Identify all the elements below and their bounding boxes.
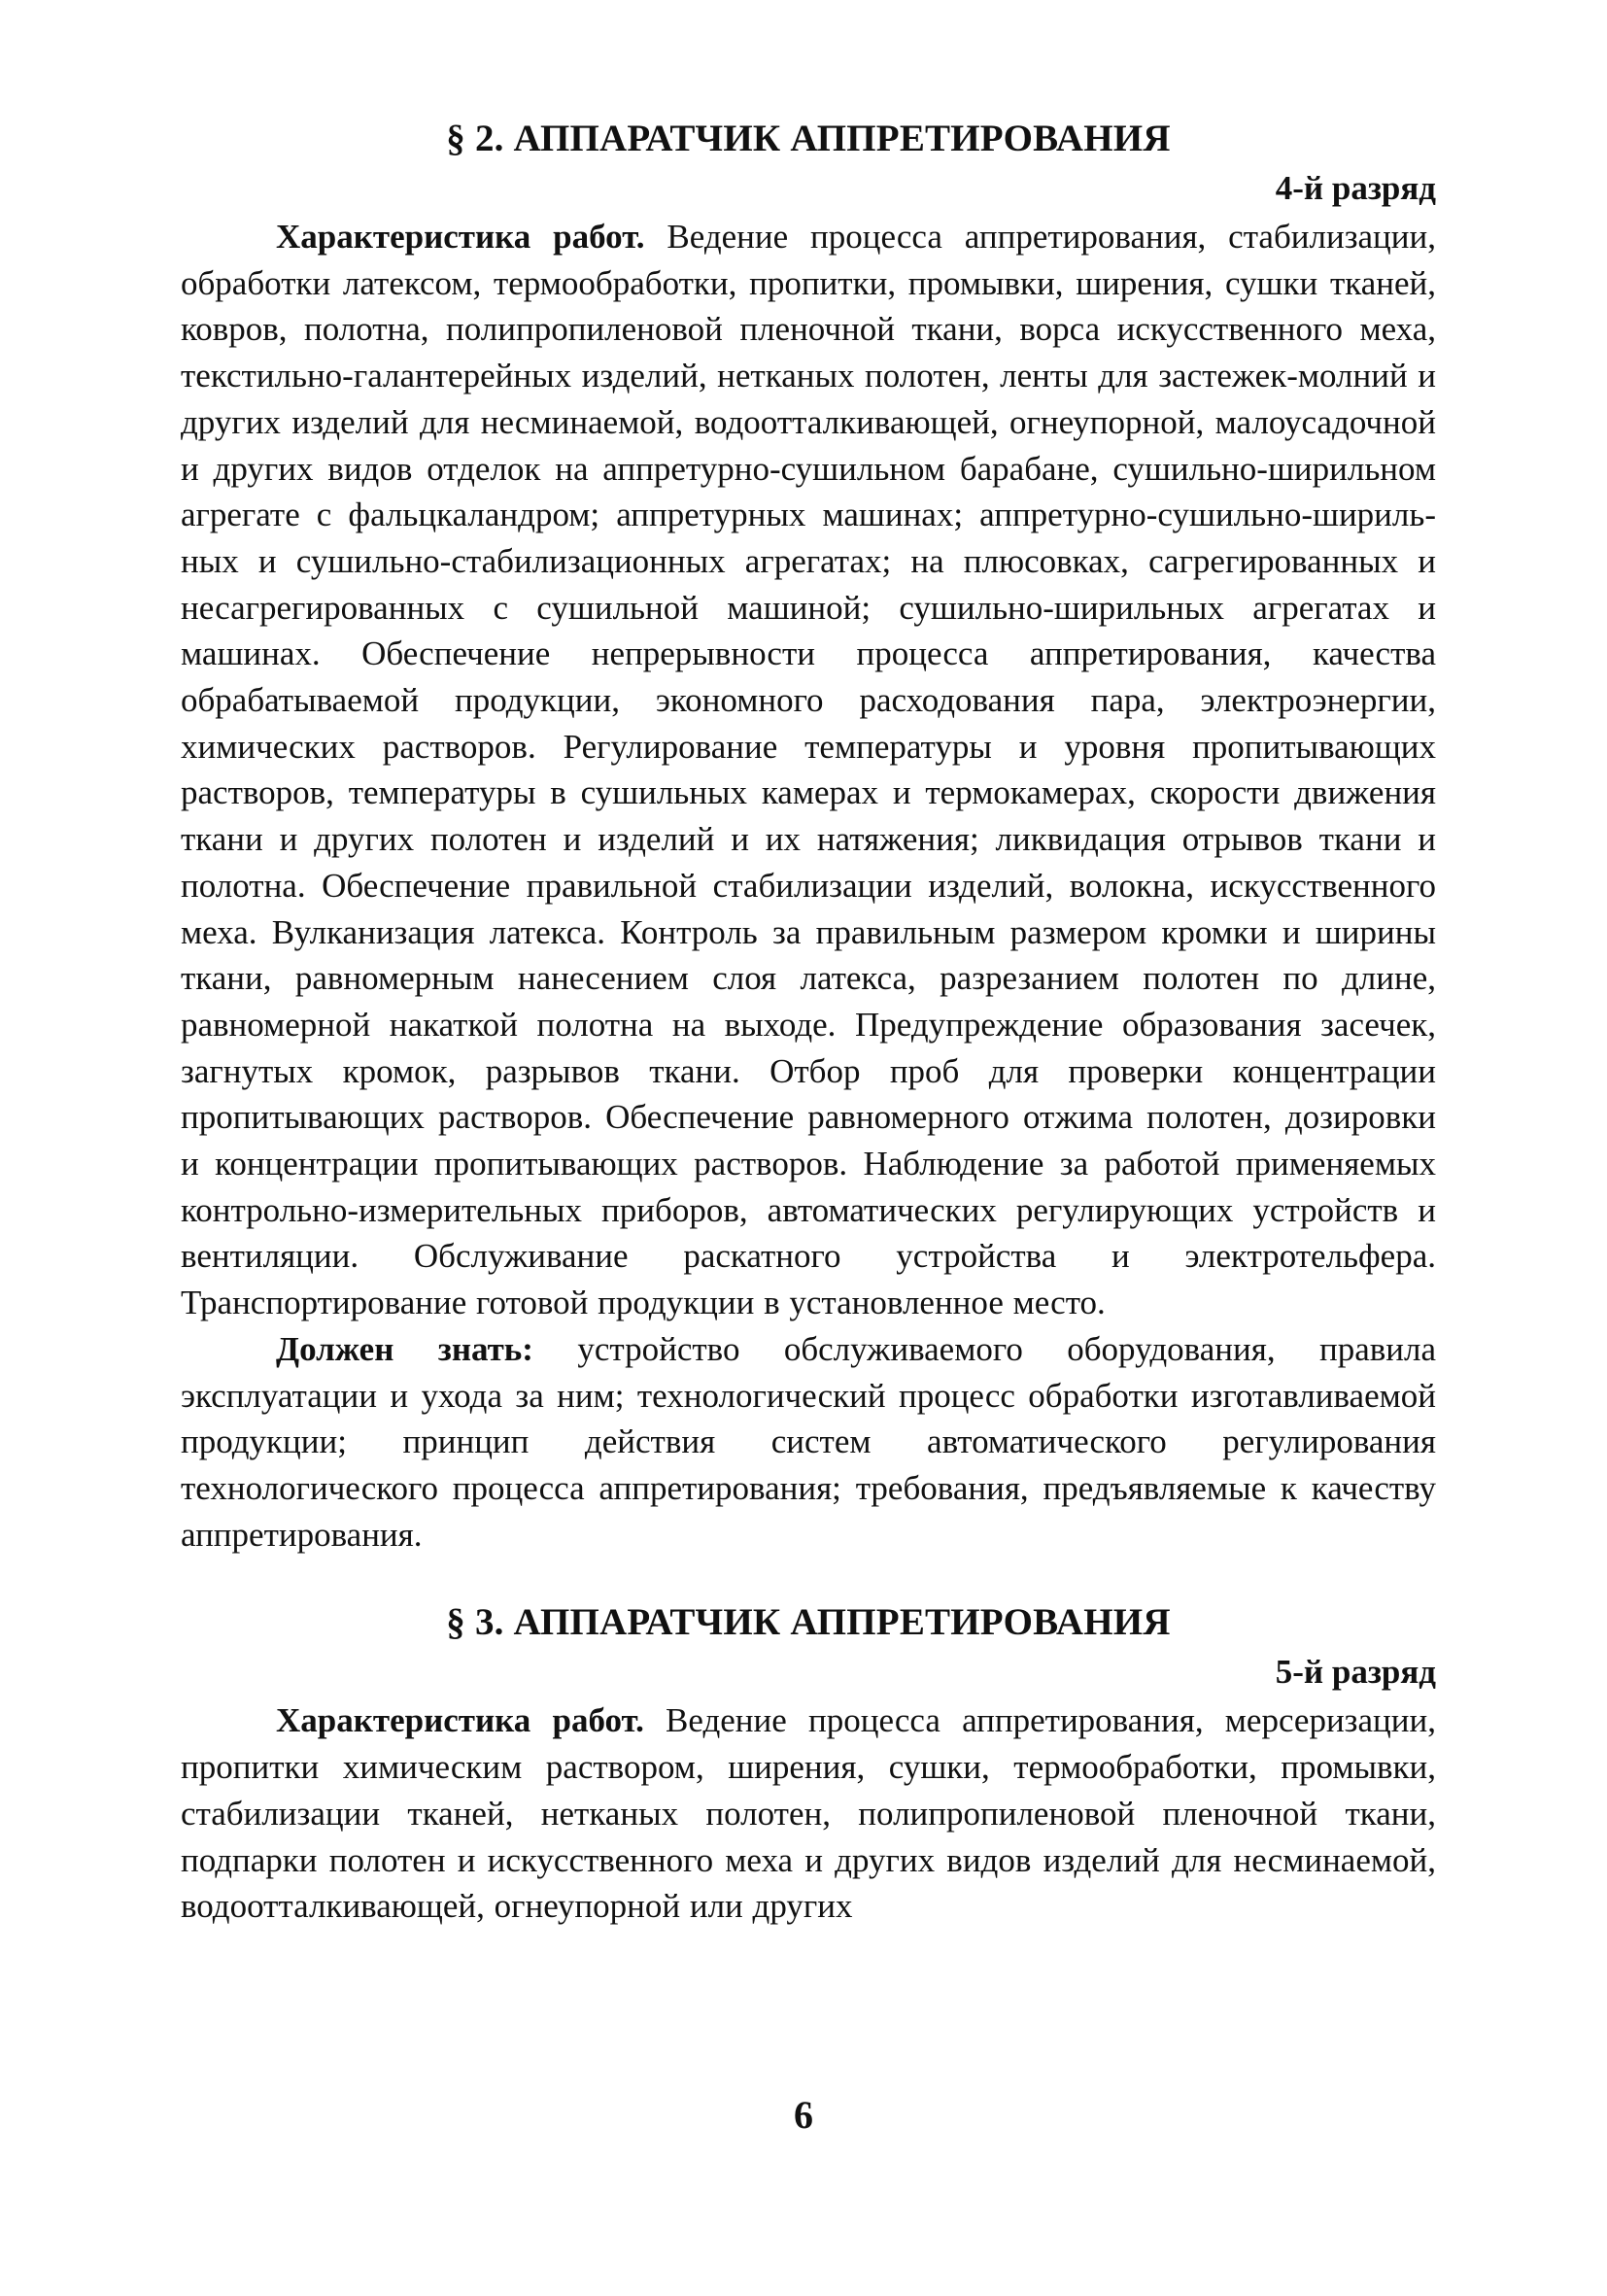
- section-3-grade: 5-й разряд: [1275, 1653, 1436, 1692]
- must-know-label: Должен знать:: [276, 1329, 533, 1368]
- work-characteristics-text: Ведение процесса аппретирования, мерсеризации, пропитки химическим раствором, ширения, сушки, термообработки, промывки, стабилизации тканей, нетканых полотен, полипропиленовой пленочной ткани, подпарки полотен и искусственного меха и других видов изделий для несминаемой, водоотталкивающей, огнеупорной или других: [181, 1701, 1436, 1926]
- section-2-must-know: [181, 1326, 1436, 1559]
- work-characteristics-text: Ведение процесса аппретирования, стабилизации, обработки латексом, термообработки, пропитки, промывки, ширения, сушки тканей, ковров, полотна, полипропиленовой пленочной ткани, ворса искусственного меха, текстильно-галантерейных изделий, нетканых полотен, ленты для застежек-молний и других изделий для несминаемой, водоотталкивающей, огнеупорной, малоусадочной и других видов отделок на аппретурно-сушильном барабане, сушильно-ширильном агрегате с фальцкаландром; аппретурных машинах; аппретурно-сушильно-шириль-ных и сушильно-стабилизационных агрегатах; на плюсовках, сагрегированных и несагрегированных с сушильной машиной; сушильно-ширильных агрегатах и машинах. Обеспечение непрерывности процесса аппретирования, качества обрабатываемой продукции, экономного расходования пара, электроэнергии, химических растворов. Регулирование температуры и уровня пропитывающих растворов, температуры в сушильных камерах и термокамерах, скорости движения ткани и других полотен и изделий и их натяжения; ликвидация отрывов ткани и полотна. Обеспечение правильной стабилизации изделий, волокна, искусственного меха. Вулканизация латекса. Контроль за правильным размером кромки и ширины ткани, равномерным нанесением слоя латекса, разрезанием полотен по длине, равномерной накаткой полотна на выходе. Предупреждение образования засечек, загнутых кромок, разрывов ткани. Отбор проб для проверки концентрации пропитывающих растворов. Обеспечение равномерного отжима полотен, дозировки и концентрации пропитывающих растворов. Наблюдение за работой применяемых контрольно-измерительных приборов, автоматических регулирующих устройств и вентиляции. Обслуживание раскатного устройства и электротельфера. Транспортирование готовой продукции в установленное место.: [181, 218, 1436, 1322]
- page-number: 6: [794, 2093, 813, 2137]
- must-know-text: устройство обслуживаемого оборудования, правила эксплуатации и ухода за ним; технологический процесс обработки изготавливаемой продукции; принцип действия систем автоматического регулирования технологического процесса аппретирования; требования, предъявляемые к качеству аппретирования.: [181, 1329, 1437, 1554]
- document-page: [181, 115, 1436, 2252]
- section-2-work-characteristics: [181, 214, 1436, 1326]
- section-2-grade: 4-й разряд: [1275, 169, 1436, 207]
- work-characteristics-label: Характеристика работ.: [276, 218, 645, 256]
- work-characteristics-label: Характеристика работ.: [276, 1701, 644, 1740]
- section-3-heading: § 3. АППАРАТЧИК АППРЕТИРОВАНИЯ: [446, 1601, 1171, 1644]
- section-2-heading: § 2. АППАРАТЧИК АППРЕТИРОВАНИЯ: [446, 118, 1171, 159]
- section-3-work-characteristics: [181, 1697, 1436, 1930]
